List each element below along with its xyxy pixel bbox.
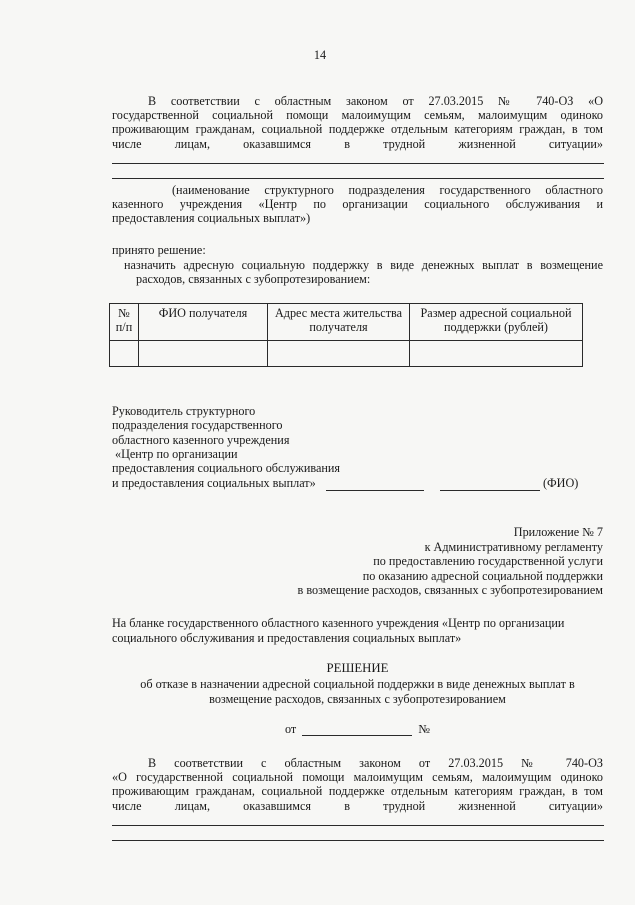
signature-line: подразделения государственного <box>112 418 283 432</box>
signature-blank <box>326 490 424 491</box>
from-label: от <box>285 722 297 736</box>
recipients-table <box>109 303 583 367</box>
appendix-line: по предоставлению государственной услуги <box>373 554 603 568</box>
letterhead-line: социального обслуживания и предоставления социальных выплат» <box>112 631 462 645</box>
table-cell <box>110 341 139 367</box>
caption-line: предоставления социальных выплат») <box>112 211 311 225</box>
paragraph-line: числе лицам, оказавшимся в трудной жизненной ситуации» <box>112 137 603 151</box>
signature-line: Руководитель структурного <box>112 404 256 418</box>
blank-fill-line <box>112 840 604 841</box>
table-row <box>110 341 583 367</box>
decision-intro: принято решение: <box>112 243 206 257</box>
decision-item-line: назначить адресную социальную поддержку в виде денежных выплат в возмещение <box>124 258 603 272</box>
paragraph-line: В соответствии с областным законом от 27.03.2015 № 740-ОЗ «О <box>148 94 603 108</box>
paragraph-line: проживающим гражданам, социальной поддержке отдельным категориям граждан, в том <box>112 122 603 136</box>
paragraph-line: В соответствии с областным законом от 27.03.2015 № 740-ОЗ <box>148 756 603 770</box>
table-header-cell: Размер адресной социальной поддержки (рублей) <box>410 304 583 341</box>
letterhead-line: На бланке государственного областного казенного учреждения «Центр по организации <box>112 616 565 630</box>
page-number: 14 <box>313 48 327 62</box>
fio-label: (ФИО) <box>543 476 579 490</box>
number-label: № <box>418 722 430 736</box>
paragraph-line: проживающим гражданам, социальной поддержке отдельным категориям граждан, в том <box>112 784 603 798</box>
blank-fill-line <box>112 163 604 164</box>
appendix-line: Приложение № 7 <box>513 525 603 539</box>
table-cell <box>139 341 268 367</box>
decision-subtitle-line: возмещение расходов, связанных с зубопротезированием <box>209 692 506 706</box>
blank-fill-line <box>112 825 604 826</box>
appendix-line: по оказанию адресной социальной поддержки <box>362 569 603 583</box>
decision-item-line: расходов, связанных с зубопротезированием: <box>136 272 371 286</box>
table-cell <box>410 341 583 367</box>
decision-subtitle-line: об отказе в назначении адресной социальной поддержки в виде денежных выплат в <box>140 677 575 691</box>
paragraph-line: числе лицам, оказавшимся в трудной жизненной ситуации» <box>112 799 603 813</box>
paragraph-line: «О государственной социальной помощи малоимущим семьям, малоимущим одиноко <box>112 770 603 784</box>
blank-fill-line <box>112 178 604 179</box>
name-blank <box>440 490 540 491</box>
appendix-line: в возмещение расходов, связанных с зубопротезированием <box>297 583 603 597</box>
caption-line: (наименование структурного подразделения государственного областного <box>172 183 603 197</box>
signature-line: предоставления социального обслуживания <box>112 461 341 475</box>
table-header-cell: ФИО получателя <box>139 304 268 341</box>
appendix-line: к Административному регламенту <box>424 540 603 554</box>
table-cell <box>268 341 410 367</box>
signature-line: «Центр по организации <box>115 447 238 461</box>
table-header-cell: № п/п <box>110 304 139 341</box>
date-number-line <box>285 722 430 736</box>
caption-line: казенного учреждения «Центр по организации социального обслуживания и <box>112 197 603 211</box>
decision-title: РЕШЕНИЕ <box>326 661 389 675</box>
table-header-cell: Адрес места жительства получателя <box>268 304 410 341</box>
signature-line: и предоставления социальных выплат» <box>112 476 316 490</box>
signature-line: областного казенного учреждения <box>112 433 290 447</box>
date-blank <box>302 723 412 736</box>
paragraph-line: государственной социальной помощи малоимущим семьям, малоимущим одиноко <box>112 108 603 122</box>
table-header-row <box>110 304 583 341</box>
